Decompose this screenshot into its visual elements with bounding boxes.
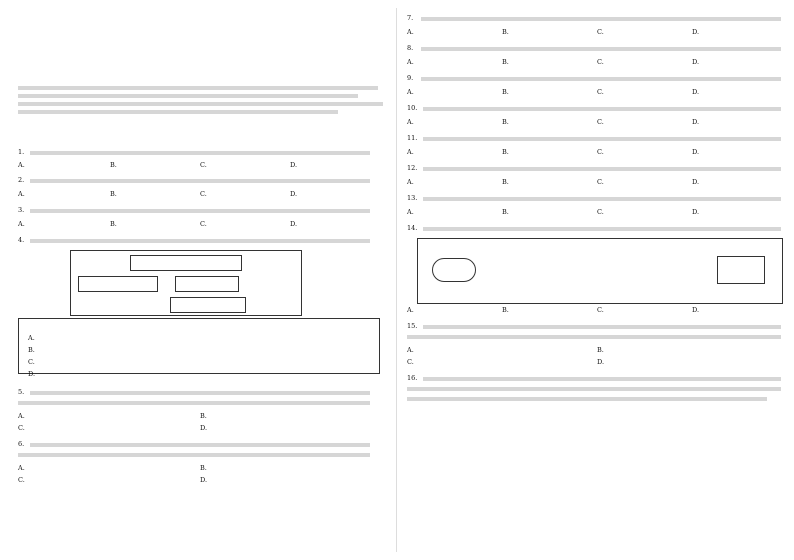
question-5-option-d: D. — [200, 424, 208, 432]
question-5-option-a: A. — [18, 412, 25, 420]
question-13-option-a: A. — [407, 208, 414, 216]
question-9-number: 9. — [407, 74, 414, 82]
question-1-stem — [30, 151, 370, 155]
question-8-option-a: A. — [407, 58, 414, 66]
question-15-stem — [407, 335, 781, 339]
question-8-option-b: B. — [502, 58, 509, 66]
question-14-option-b: B. — [502, 306, 509, 314]
question-1-option-c: C. — [200, 161, 207, 169]
question-6-stem — [30, 443, 370, 447]
question-10-number: 10. — [407, 104, 418, 112]
question-4-diagram-top-box — [130, 255, 242, 271]
question-4-number: 4. — [18, 236, 25, 244]
question-4-table-row-d: D. — [28, 370, 36, 378]
question-16-stem — [407, 387, 781, 391]
question-6-option-b: B. — [200, 464, 207, 472]
question-15-option-a: A. — [407, 346, 414, 354]
question-14-stem — [423, 227, 781, 231]
notes-text — [18, 94, 358, 98]
question-4-diagram-bottom-box — [170, 297, 246, 313]
question-3-number: 3. — [18, 206, 25, 214]
question-3-option-a: A. — [18, 220, 25, 228]
question-15-option-c: C. — [407, 358, 414, 366]
question-5-number: 5. — [18, 388, 25, 396]
question-5-stem — [30, 391, 370, 395]
question-14-diagram-right-node — [717, 256, 765, 284]
question-9-option-b: B. — [502, 88, 509, 96]
question-14-option-a: A. — [407, 306, 414, 314]
question-2-option-b: B. — [110, 190, 117, 198]
question-16-stem — [407, 397, 767, 401]
question-9-option-c: C. — [597, 88, 604, 96]
question-11-option-a: A. — [407, 148, 414, 156]
question-15-stem — [423, 325, 781, 329]
question-9-stem — [421, 77, 781, 81]
notes-text — [18, 102, 383, 106]
question-11-option-d: D. — [692, 148, 700, 156]
question-7-option-c: C. — [597, 28, 604, 36]
question-3-option-c: C. — [200, 220, 207, 228]
question-3-option-d: D. — [290, 220, 298, 228]
question-12-option-a: A. — [407, 178, 414, 186]
question-7-option-d: D. — [692, 28, 700, 36]
question-10-option-c: C. — [597, 118, 604, 126]
question-5-stem — [18, 401, 370, 405]
question-9-option-d: D. — [692, 88, 700, 96]
question-10-option-a: A. — [407, 118, 414, 126]
question-11-stem — [423, 137, 781, 141]
question-8-option-d: D. — [692, 58, 700, 66]
notes-text — [18, 110, 338, 114]
question-6-option-a: A. — [18, 464, 25, 472]
question-3-stem — [30, 209, 370, 213]
question-2-option-a: A. — [18, 190, 25, 198]
question-1-option-b: B. — [110, 161, 117, 169]
question-7-option-b: B. — [502, 28, 509, 36]
question-12-option-c: C. — [597, 178, 604, 186]
question-3-option-b: B. — [110, 220, 117, 228]
question-14-option-d: D. — [692, 306, 700, 314]
question-5-option-c: C. — [18, 424, 25, 432]
question-6-option-c: C. — [18, 476, 25, 484]
question-8-option-c: C. — [597, 58, 604, 66]
question-2-option-c: C. — [200, 190, 207, 198]
question-15-option-d: D. — [597, 358, 605, 366]
question-13-option-b: B. — [502, 208, 509, 216]
question-1-option-a: A. — [18, 161, 25, 169]
question-13-option-c: C. — [597, 208, 604, 216]
question-2-stem — [30, 179, 370, 183]
question-4-table — [18, 318, 380, 374]
notes-text — [18, 86, 378, 90]
question-8-stem — [421, 47, 781, 51]
question-9-option-a: A. — [407, 88, 414, 96]
question-10-option-d: D. — [692, 118, 700, 126]
question-12-option-d: D. — [692, 178, 700, 186]
question-4-stem — [30, 239, 370, 243]
question-15-number: 15. — [407, 322, 418, 330]
question-6-number: 6. — [18, 440, 25, 448]
question-4-table-row-a: A. — [28, 334, 35, 342]
question-10-stem — [423, 107, 781, 111]
question-14-diagram-left-node — [432, 258, 476, 282]
question-16-number: 16. — [407, 374, 418, 382]
question-4-diagram-mid-box — [175, 276, 239, 292]
question-12-number: 12. — [407, 164, 418, 172]
question-11-option-b: B. — [502, 148, 509, 156]
question-13-option-d: D. — [692, 208, 700, 216]
question-4-table-row-c: C. — [28, 358, 35, 366]
question-13-number: 13. — [407, 194, 418, 202]
question-1-number: 1. — [18, 148, 25, 156]
question-12-stem — [423, 167, 781, 171]
question-14-option-c: C. — [597, 306, 604, 314]
question-7-option-a: A. — [407, 28, 414, 36]
question-6-stem — [18, 453, 370, 457]
question-2-number: 2. — [18, 176, 25, 184]
question-1-option-d: D. — [290, 161, 298, 169]
question-6-option-d: D. — [200, 476, 208, 484]
question-8-number: 8. — [407, 44, 414, 52]
question-4-table-row-b: B. — [28, 346, 35, 354]
question-12-option-b: B. — [502, 178, 509, 186]
question-14-number: 14. — [407, 224, 418, 232]
question-10-option-b: B. — [502, 118, 509, 126]
question-13-stem — [423, 197, 781, 201]
question-11-option-c: C. — [597, 148, 604, 156]
question-15-option-b: B. — [597, 346, 604, 354]
question-5-option-b: B. — [200, 412, 207, 420]
question-2-option-d: D. — [290, 190, 298, 198]
question-11-number: 11. — [407, 134, 418, 142]
question-7-stem — [421, 17, 781, 21]
right-column — [397, 0, 794, 560]
question-7-number: 7. — [407, 14, 414, 22]
question-16-stem — [423, 377, 781, 381]
question-4-diagram-mid-left-box — [78, 276, 158, 292]
